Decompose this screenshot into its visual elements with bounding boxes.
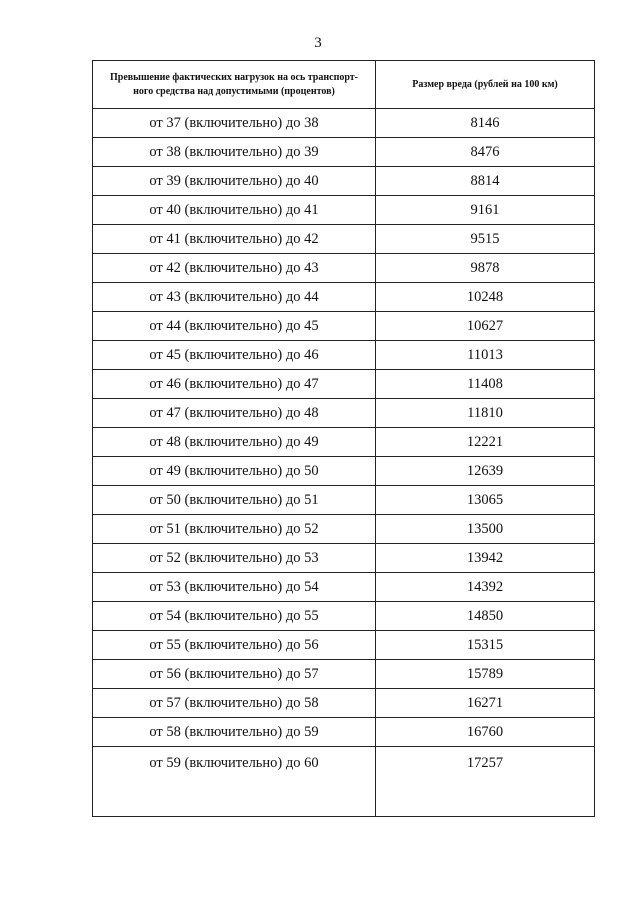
- cell-damage-value: 14392: [376, 573, 595, 602]
- cell-damage-value: 12221: [376, 428, 595, 457]
- table-row: [93, 138, 595, 167]
- cell-damage-value: 15789: [376, 660, 595, 689]
- cell-damage-value: 14850: [376, 602, 595, 631]
- cell-damage-value: 15315: [376, 631, 595, 660]
- cell-damage-value: 8814: [376, 167, 595, 196]
- header-axle-load-excess: [93, 61, 376, 109]
- page-number: 3: [314, 35, 322, 51]
- cell-load-range: от 48 (включительно) до 49: [93, 428, 376, 457]
- table-row: [93, 399, 595, 428]
- table-row: [93, 515, 595, 544]
- cell-damage-value: 10248: [376, 283, 595, 312]
- cell-load-range: от 46 (включительно) до 47: [93, 370, 376, 399]
- table-row: [93, 254, 595, 283]
- table-row: [93, 660, 595, 689]
- table-row: [93, 283, 595, 312]
- table-row: [93, 428, 595, 457]
- cell-load-range: от 43 (включительно) до 44: [93, 283, 376, 312]
- cell-load-range: от 40 (включительно) до 41: [93, 196, 376, 225]
- table-row: [93, 544, 595, 573]
- cell-load-range: от 47 (включительно) до 48: [93, 399, 376, 428]
- cell-load-range: от 49 (включительно) до 50: [93, 457, 376, 486]
- cell-load-range: от 56 (включительно) до 57: [93, 660, 376, 689]
- cell-damage-value: 9515: [376, 225, 595, 254]
- cell-damage-value: 13500: [376, 515, 595, 544]
- header-damage-amount-text: Размер вреда (рублей на 100 км): [412, 78, 558, 90]
- damage-rate-table: [92, 60, 595, 817]
- table-row: [93, 486, 595, 515]
- table-row: [93, 341, 595, 370]
- table-row: [93, 602, 595, 631]
- cell-load-range: от 39 (включительно) до 40: [93, 167, 376, 196]
- cell-load-range: от 37 (включительно) до 38: [93, 109, 376, 138]
- cell-load-range: от 55 (включительно) до 56: [93, 631, 376, 660]
- table-header-row: [93, 61, 595, 109]
- table-row: [93, 370, 595, 399]
- table-body: [93, 109, 595, 817]
- cell-damage-value: 9161: [376, 196, 595, 225]
- cell-load-range: от 52 (включительно) до 53: [93, 544, 376, 573]
- cell-damage-value: 10627: [376, 312, 595, 341]
- table-row: [93, 689, 595, 718]
- header-axle-load-excess-text: Превышение фактических нагрузок на ось транспорт-ного средства над допустимыми (процентов): [109, 71, 359, 97]
- cell-damage-value: 9878: [376, 254, 595, 283]
- table-row: [93, 747, 595, 817]
- cell-load-range: от 59 (включительно) до 60: [93, 747, 376, 817]
- table-row: [93, 196, 595, 225]
- cell-damage-value: 8476: [376, 138, 595, 167]
- table-row: [93, 573, 595, 602]
- table-row: [93, 167, 595, 196]
- cell-damage-value: 8146: [376, 109, 595, 138]
- cell-damage-value: 16271: [376, 689, 595, 718]
- cell-load-range: от 50 (включительно) до 51: [93, 486, 376, 515]
- header-damage-amount: [376, 61, 595, 109]
- cell-load-range: от 57 (включительно) до 58: [93, 689, 376, 718]
- cell-load-range: от 45 (включительно) до 46: [93, 341, 376, 370]
- cell-damage-value: 17257: [376, 747, 595, 817]
- cell-load-range: от 41 (включительно) до 42: [93, 225, 376, 254]
- cell-load-range: от 54 (включительно) до 55: [93, 602, 376, 631]
- table-row: [93, 109, 595, 138]
- cell-load-range: от 53 (включительно) до 54: [93, 573, 376, 602]
- table-row: [93, 718, 595, 747]
- cell-damage-value: 13065: [376, 486, 595, 515]
- cell-load-range: от 58 (включительно) до 59: [93, 718, 376, 747]
- cell-damage-value: 12639: [376, 457, 595, 486]
- cell-damage-value: 16760: [376, 718, 595, 747]
- cell-load-range: от 42 (включительно) до 43: [93, 254, 376, 283]
- cell-damage-value: 11810: [376, 399, 595, 428]
- cell-damage-value: 11013: [376, 341, 595, 370]
- table-row: [93, 312, 595, 341]
- cell-damage-value: 11408: [376, 370, 595, 399]
- table-row: [93, 225, 595, 254]
- cell-damage-value: 13942: [376, 544, 595, 573]
- cell-load-range: от 38 (включительно) до 39: [93, 138, 376, 167]
- cell-load-range: от 51 (включительно) до 52: [93, 515, 376, 544]
- table-row: [93, 457, 595, 486]
- cell-load-range: от 44 (включительно) до 45: [93, 312, 376, 341]
- table-row: [93, 631, 595, 660]
